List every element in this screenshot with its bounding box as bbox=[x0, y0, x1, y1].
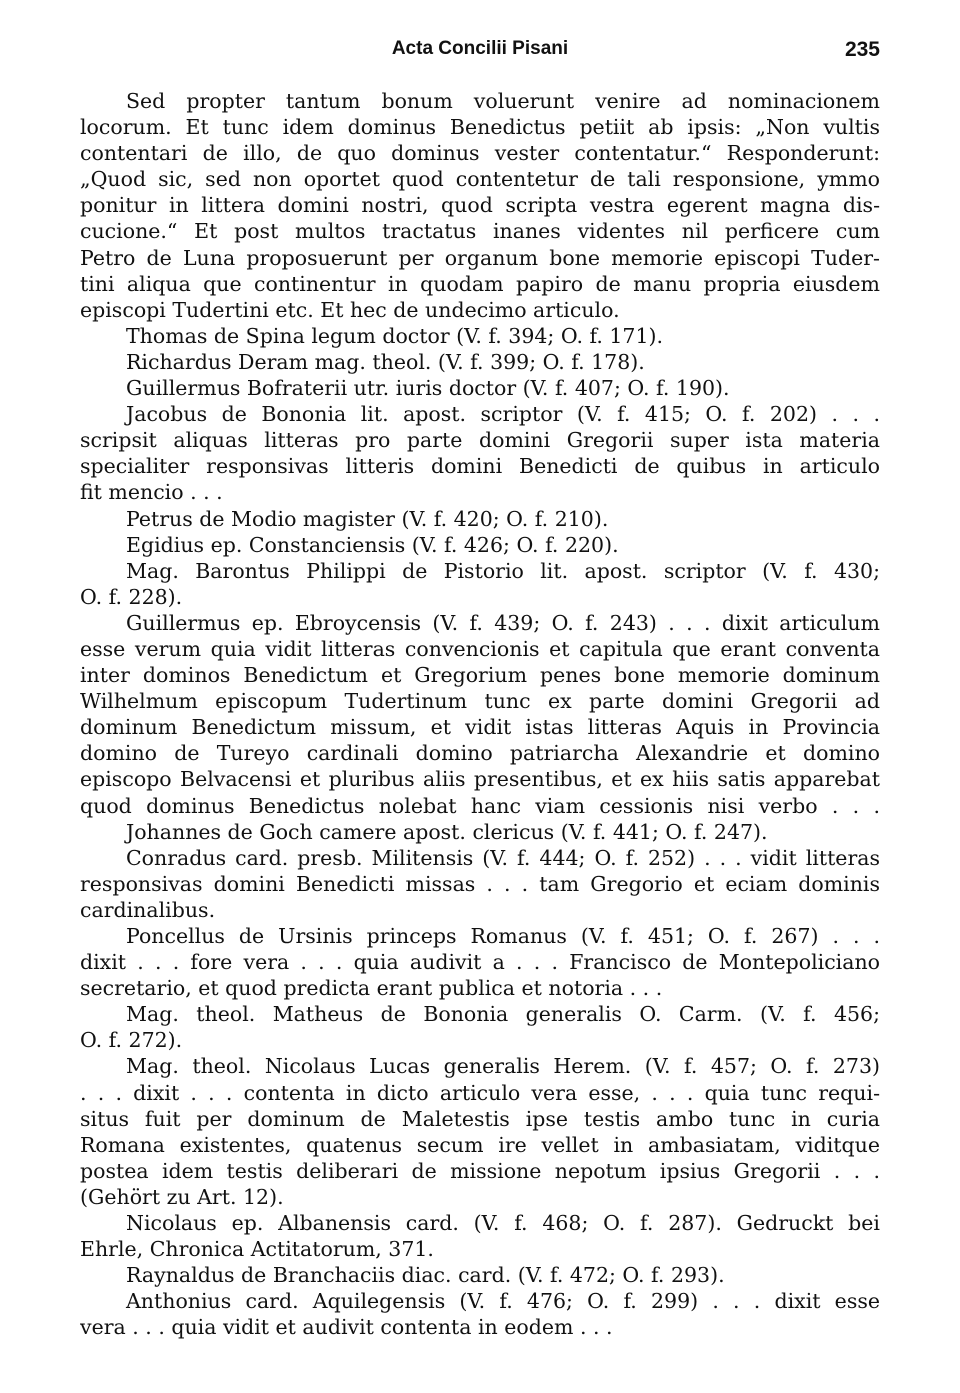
text-line: Guillermus ep. Ebroycensis (V. f. 439; O. f. 243) . . . dixit articulum bbox=[126, 610, 880, 635]
text-line: (Gehört zu Art. 12). bbox=[80, 1184, 284, 1209]
text-line: Thomas de Spina legum doctor (V. f. 394; O. f. 171). bbox=[126, 323, 664, 348]
text-line: scripsit aliquas litteras pro parte domini Gregorii super ista materia bbox=[80, 428, 880, 453]
text-line: cardinalibus. bbox=[80, 897, 216, 922]
text-line: Jacobus de Bononia lit. apost. scriptor (V. f. 415; O. f. 202) . . . bbox=[126, 402, 880, 427]
text-line: Ehrle, Chronica Actitatorum, 371. bbox=[80, 1237, 434, 1262]
text-line: vera . . . quia vidit et audivit contenta in eodem . . . bbox=[80, 1315, 613, 1340]
text-line: esse verum quia vidit litteras convencionis et capitula que erant conventa bbox=[80, 636, 880, 661]
text-line: fit mencio . . . bbox=[80, 480, 223, 505]
text-line: postea idem testis deliberari de missione nepotum ipsius Gregorii . . . bbox=[80, 1158, 880, 1183]
text-line: tini aliqua que continentur in quodam papiro de manu propria eiusdem bbox=[80, 271, 880, 296]
text-line: O. f. 228). bbox=[80, 584, 183, 609]
text-line: quod dominus Benedictus nolebat hanc viam cessionis nisi verbo . . . bbox=[80, 793, 880, 818]
text-line: Egidius ep. Constanciensis (V. f. 426; O. f. 220). bbox=[126, 532, 619, 557]
text-line: responsivas domini Benedicti missas . . . tam Gregorio et eciam dominis bbox=[80, 871, 880, 896]
text-line: dominum Benedictum missum, et vidit istas litteras Aquis in Provincia bbox=[80, 715, 880, 740]
text-line: situs fuit per dominum de Maletestis ipse testis ambo tunc in curia bbox=[80, 1106, 880, 1131]
page-number: 235 bbox=[844, 38, 880, 61]
text-line: Sed propter tantum bonum voluerunt venire ad nominacionem bbox=[126, 89, 880, 113]
text-line: Petrus de Modio magister (V. f. 420; O. f. 210). bbox=[126, 506, 609, 531]
text-line: secretario, et quod predicta erant publica et notoria . . . bbox=[80, 976, 663, 1001]
text-line: locorum. Et tunc idem dominus Benedictus petiit ab ipsis: „Non vultis bbox=[80, 115, 880, 140]
text-line: contentari de illo, de quo dominus vester contentatur.“ Responderunt: bbox=[80, 141, 880, 166]
text-line: inter dominos Benedictum et Gregorium penes bone memorie dominum bbox=[80, 663, 880, 688]
text-line: Romana existentes, quatenus secum ire vellet in ambasiatam, viditque bbox=[80, 1132, 880, 1157]
page-header bbox=[80, 38, 880, 66]
text-line: Richardus Deram mag. theol. (V. f. 399; O. f. 178). bbox=[126, 349, 645, 374]
text-line: Anthonius card. Aquilegensis (V. f. 476; O. f. 299) . . . dixit esse bbox=[126, 1289, 880, 1314]
text-line: Petro de Luna proposuerunt per organum bone memorie episcopi Tuder- bbox=[80, 245, 880, 270]
text-line: cucione.“ Et post multos tractatus inanes videntes nil perficere cum bbox=[80, 219, 880, 244]
text-line: Mag. theol. Nicolaus Lucas generalis Herem. (V. f. 457; O. f. 273) bbox=[126, 1054, 880, 1079]
text-line: Mag. theol. Matheus de Bononia generalis O. Carm. (V. f. 456; bbox=[126, 1002, 880, 1027]
text-line: Johannes de Goch camere apost. clericus (V. f. 441; O. f. 247). bbox=[126, 819, 768, 844]
text-line: Nicolaus ep. Albanensis card. (V. f. 468; O. f. 287). Gedruckt bei bbox=[126, 1211, 880, 1236]
text-line: . . . dixit . . . contenta in dicto articulo vera esse, . . . quia tunc requi- bbox=[80, 1080, 880, 1105]
text-line: domino de Tureyo cardinali domino patriarcha Alexandrie et domino bbox=[80, 741, 880, 766]
text-line: „Quod sic, sed non oportet quod contentetur de tali responsione, ymmo bbox=[80, 167, 880, 192]
text-line: O. f. 272). bbox=[80, 1028, 183, 1053]
running-title: Acta Concilii Pisani bbox=[391, 38, 569, 59]
text-line: dixit . . . fore vera . . . quia audivit a . . . Francisco de Montepoliciano bbox=[80, 950, 880, 975]
text-line: Mag. Barontus Philippi de Pistorio lit. apost. scriptor (V. f. 430; bbox=[126, 558, 880, 583]
text-line: Wilhelmum episcopum Tudertinum tunc ex parte domini Gregorii ad bbox=[80, 689, 880, 714]
text-line: Conradus card. presb. Militensis (V. f. 444; O. f. 252) . . . vidit litteras bbox=[126, 845, 880, 870]
text-line: Guillermus Bofraterii utr. iuris doctor (V. f. 407; O. f. 190). bbox=[126, 376, 730, 401]
body-text bbox=[80, 88, 880, 1341]
text-line: Poncellus de Ursinis princeps Romanus (V. f. 451; O. f. 267) . . . bbox=[126, 924, 880, 948]
text-line: Raynaldus de Branchaciis diac. card. (V. f. 472; O. f. 293). bbox=[126, 1263, 725, 1288]
text-line: episcopo Belvacensi et pluribus aliis presentibus, et ex hiis satis apparebat bbox=[80, 767, 880, 792]
text-line: episcopi Tudertini etc. Et hec de undecimo articulo. bbox=[80, 297, 620, 322]
text-line: specialiter responsivas litteris domini Benedicti de quibus in articulo bbox=[80, 454, 880, 479]
text-line: ponitur in littera domini nostri, quod scripta vestra egerent magna dis- bbox=[80, 193, 880, 218]
